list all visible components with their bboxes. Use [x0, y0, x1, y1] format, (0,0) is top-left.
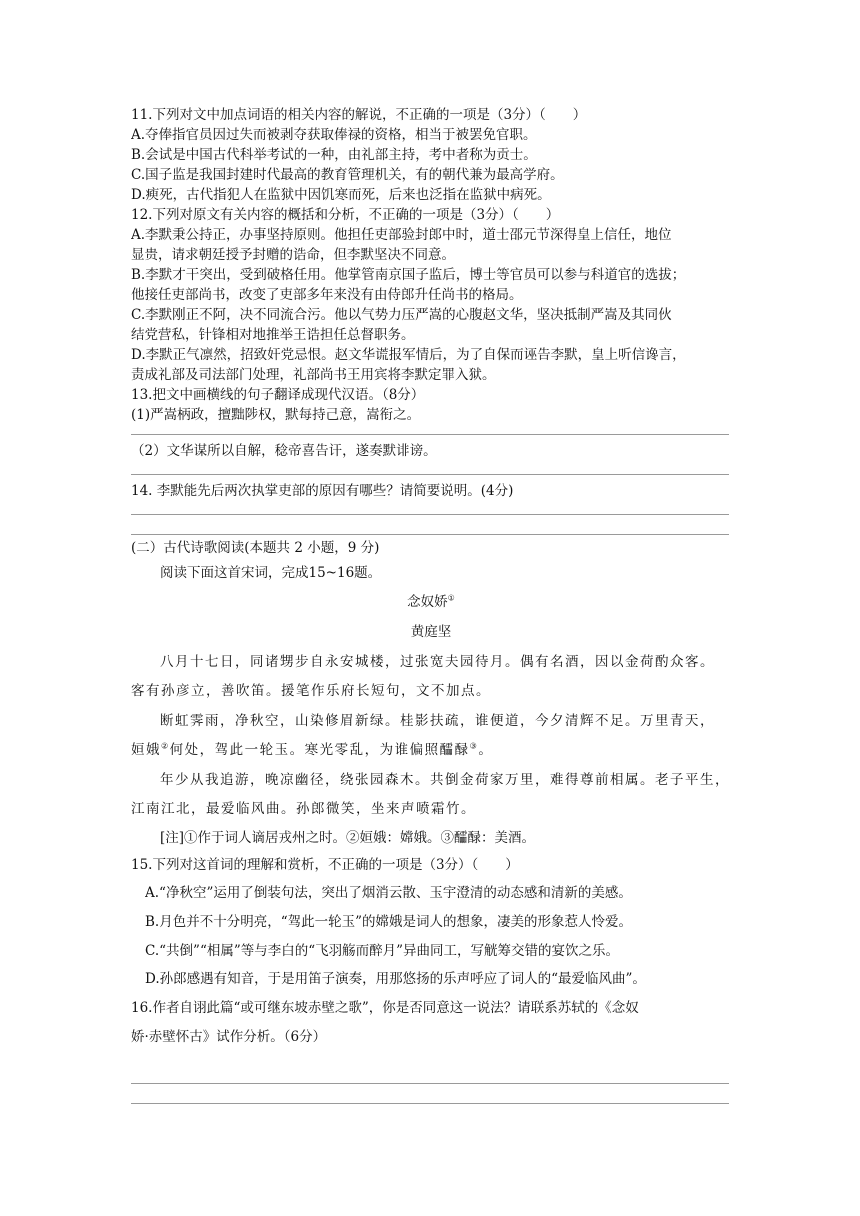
q15-stem: 15.下列对这首词的理解和赏析，不正确的一项是（3分）（ ） [131, 857, 519, 873]
q12-option-b-line2: 他接任吏部尚书，改变了吏部多年来没有由侍郎升任尚书的格局。 [131, 287, 523, 303]
q16-stem-line2: 娇·赤壁怀古》试作分析。（6分） [131, 1029, 327, 1045]
section-heading: (二）古代诗歌阅读(本题共 2 小题，9 分) [131, 540, 380, 556]
poem-notes: [注]①作于词人谪居戎州之时。②姮娥：嫦娥。③醽醁：美酒。 [160, 830, 536, 846]
q12-option-c-line1: C.李默刚正不阿，决不同流合污。他以气势力压严嵩的心腹赵文华，坚决抵制严嵩及其同伙 [131, 307, 672, 323]
poem-line-1: 断虹霁雨，净秋空，山染修眉新绿。桂影扶疏，谁便道，今夕清辉不足。万里青天， [160, 713, 715, 729]
answer-line[interactable] [131, 1083, 729, 1084]
q15-option-a: A.“净秋空”运用了倒装句法，突出了烟消云散、玉宇澄清的动态感和清新的美感。 [145, 885, 632, 901]
poem-line-3: 年少从我追游，晚凉幽径，绕张园森木。共倒金荷家万里，难得尊前相属。老子平生， [160, 772, 730, 788]
q14-stem: 14. 李默能先后两次执掌吏部的原因有哪些？请简要说明。(4分) [131, 483, 514, 499]
q13-sentence-1: (1)严嵩柄政，擅黜陟权，默每持己意，嵩衔之。 [131, 407, 421, 423]
q12-option-c-line2: 结党营私，针锋相对地推举王诰担任总督职务。 [131, 327, 415, 343]
q11-option-d: D.瘐死，古代指犯人在监狱中因饥寒而死，后来也泛指在监狱中病死。 [131, 187, 551, 203]
answer-line[interactable] [131, 514, 729, 515]
footnote-marker: ③ [469, 741, 479, 751]
q12-option-a-line1: A.李默秉公持正，办事坚持原则。他担任吏部验封郎中时，道士邵元节深得皇上信任，地位 [131, 227, 672, 243]
poem-preface-line1: 八月十七日，同诸甥步自永安城楼，过张宽夫园待月。偶有名酒，因以金荷酌众客。 [160, 654, 715, 670]
poem-line-4: 江南江北，最爱临风曲。孙郎微笑，坐来声喷霜竹。 [131, 801, 476, 817]
q12-option-b-line1: B.李默才干突出，受到破格任用。他掌管南京国子监后，博士等官员可以参与科道官的选拔； [131, 267, 686, 283]
section-instruction: 阅读下面这首宋词，完成15~16题。 [160, 565, 382, 581]
poem-preface-line2: 客有孙彦立，善吹笛。援笔作乐府长短句，文不加点。 [131, 683, 491, 699]
answer-line[interactable] [131, 1103, 729, 1104]
q12-option-d-line1: D.李默正气凛然，招致奸党忌恨。赵文华谎报军情后，为了自保而诬告李默，皇上听信谗言， [131, 347, 686, 363]
footnote-marker: ② [161, 741, 170, 751]
q16-stem-line1: 16.作者自诩此篇“或可继东坡赤壁之歌”，你是否同意这一说法？请联系苏轼的《念奴 [131, 1000, 639, 1016]
poem-title: 念奴娇① [407, 593, 455, 610]
answer-line[interactable] [131, 434, 729, 435]
q15-option-c: C.“共倒”“相属”等与李白的“飞羽觞而醉月”异曲同工，写觥筹交错的宴饮之乐。 [145, 943, 620, 959]
q13-sentence-2: （2）文华谋所以自解，稔帝喜告讦，遂奏默诽谤。 [131, 443, 437, 459]
q12-stem: 12.下列对原文有关内容的概括和分析，不正确的一项是（3分）（ ） [131, 207, 560, 223]
q11-option-c: C.国子监是我国封建时代最高的教育管理机关，有的朝代兼为最高学府。 [131, 167, 564, 183]
q15-option-b: B.月色并不十分明亮，“驾此一轮玉”的嫦娥是词人的想象，凄美的形象惹人怜爱。 [145, 914, 633, 930]
poem-author: 黄庭坚 [410, 624, 452, 640]
q11-option-b: B.会试是中国古代科举考试的一种，由礼部主持，考中者称为贡士。 [131, 147, 537, 163]
q11-option-a: A.夺俸指官员因过失而被剥夺获取俸禄的资格，相当于被罢免官职。 [131, 127, 537, 143]
q13-stem: 13.把文中画横线的句子翻译成现代汉语。（8分） [131, 387, 425, 403]
footnote-marker: ① [447, 593, 455, 603]
answer-line[interactable] [131, 474, 729, 475]
q12-option-d-line2: 责成礼部及司法部门处理，礼部尚书王用宾将李默定罪入狱。 [131, 367, 496, 383]
poem-line-2: 姮娥②何处，驾此一轮玉。寒光零乱，为谁偏照醽醁③。 [131, 741, 494, 758]
q11-stem: 11.下列对文中加点词语的相关内容的解说，不正确的一项是（3分）（ ） [131, 107, 587, 123]
answer-line[interactable] [131, 534, 729, 535]
q15-option-d: D.孙郎感遇有知音，于是用笛子演奏，用那悠扬的乐声呼应了词人的“最爱临风曲”。 [145, 971, 646, 987]
q12-option-a-line2: 显贵，请求朝廷授予封赠的诰命，但李默坚决不同意。 [131, 247, 455, 263]
